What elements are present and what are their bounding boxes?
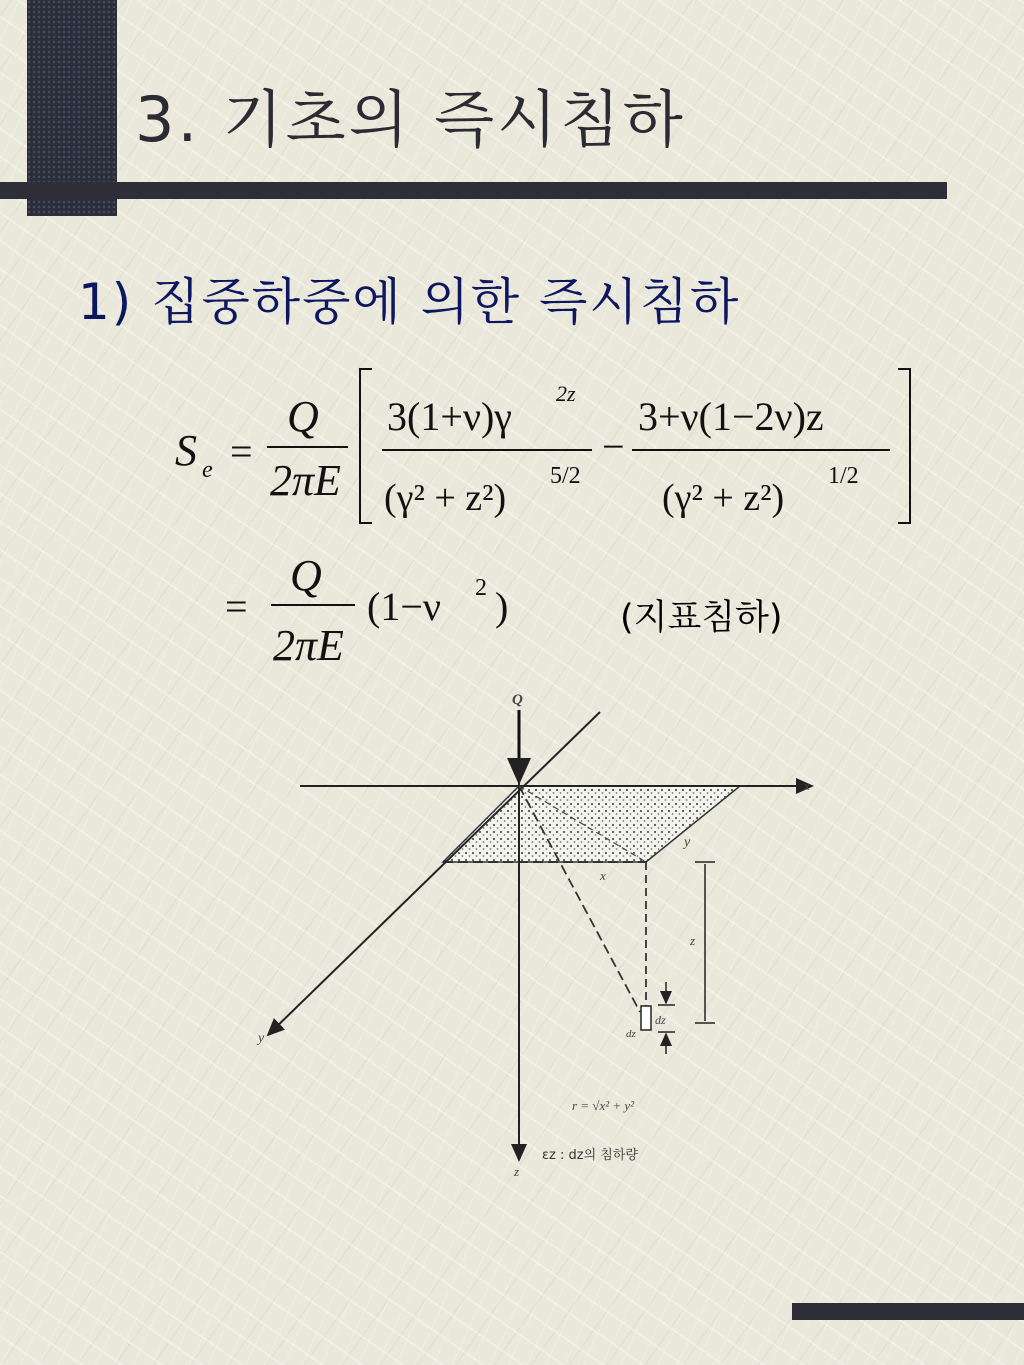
y-axis-line (268, 712, 600, 1035)
surface-factor-close: ) (495, 584, 509, 629)
lhs-symbol: S (175, 426, 197, 475)
term1-numerator: 3(1+ν)γ (387, 394, 512, 439)
label-dz-element: dz (626, 1028, 636, 1040)
label-dz: dz (655, 1013, 666, 1027)
section-heading: 1) 집중하중에 의한 즉시침하 (78, 273, 741, 331)
soil-element (641, 1006, 651, 1030)
label-z-dim: z (690, 933, 696, 948)
surface-settlement-note: (지표침하) (620, 598, 783, 638)
label-Q: Q (512, 692, 523, 708)
surface-factor-sup: 2 (475, 575, 487, 601)
fraction-Q: Q (287, 392, 319, 441)
r-formula: r = √x² + y² (572, 1098, 635, 1113)
term1-denominator: (γ² + z²) (384, 477, 507, 519)
label-z-axis: z (514, 1164, 520, 1179)
term2-denominator: (γ² + z²) (662, 477, 785, 519)
term1-numerator-sup: 2z (556, 381, 576, 406)
label-y-upper: y (684, 835, 691, 850)
surface-fraction-Q: Q (290, 551, 322, 600)
equals-sign: = (230, 429, 253, 474)
term2-numerator: 3+ν(1−2ν)z (638, 394, 824, 439)
bottom-rule (792, 1303, 1024, 1320)
settlement-formula (160, 355, 930, 540)
fraction-2piE: 2πE (270, 456, 341, 505)
surface-fraction-2piE: 2πE (273, 621, 344, 670)
surface-equals-sign: = (225, 584, 248, 629)
page-title: 3. 기초의 즉시침하 (135, 83, 686, 156)
label-y-lower: y (258, 1031, 265, 1046)
left-bracket (360, 369, 372, 523)
title-rule (0, 182, 947, 199)
surface-factor: (1−ν (367, 584, 441, 629)
label-x: x (804, 778, 810, 793)
right-bracket (898, 369, 910, 523)
term1-exponent: 5/2 (550, 463, 581, 489)
loaded-area-shading (443, 786, 740, 862)
point-load-figure (240, 690, 840, 1200)
figure-legend: εz : dz의 침하량 (542, 1148, 638, 1163)
lhs-subscript: e (202, 457, 213, 483)
term2-exponent: 1/2 (828, 463, 859, 489)
label-x-point: x (600, 868, 606, 883)
minus-sign: − (602, 424, 625, 469)
surface-settlement-formula (215, 545, 555, 675)
